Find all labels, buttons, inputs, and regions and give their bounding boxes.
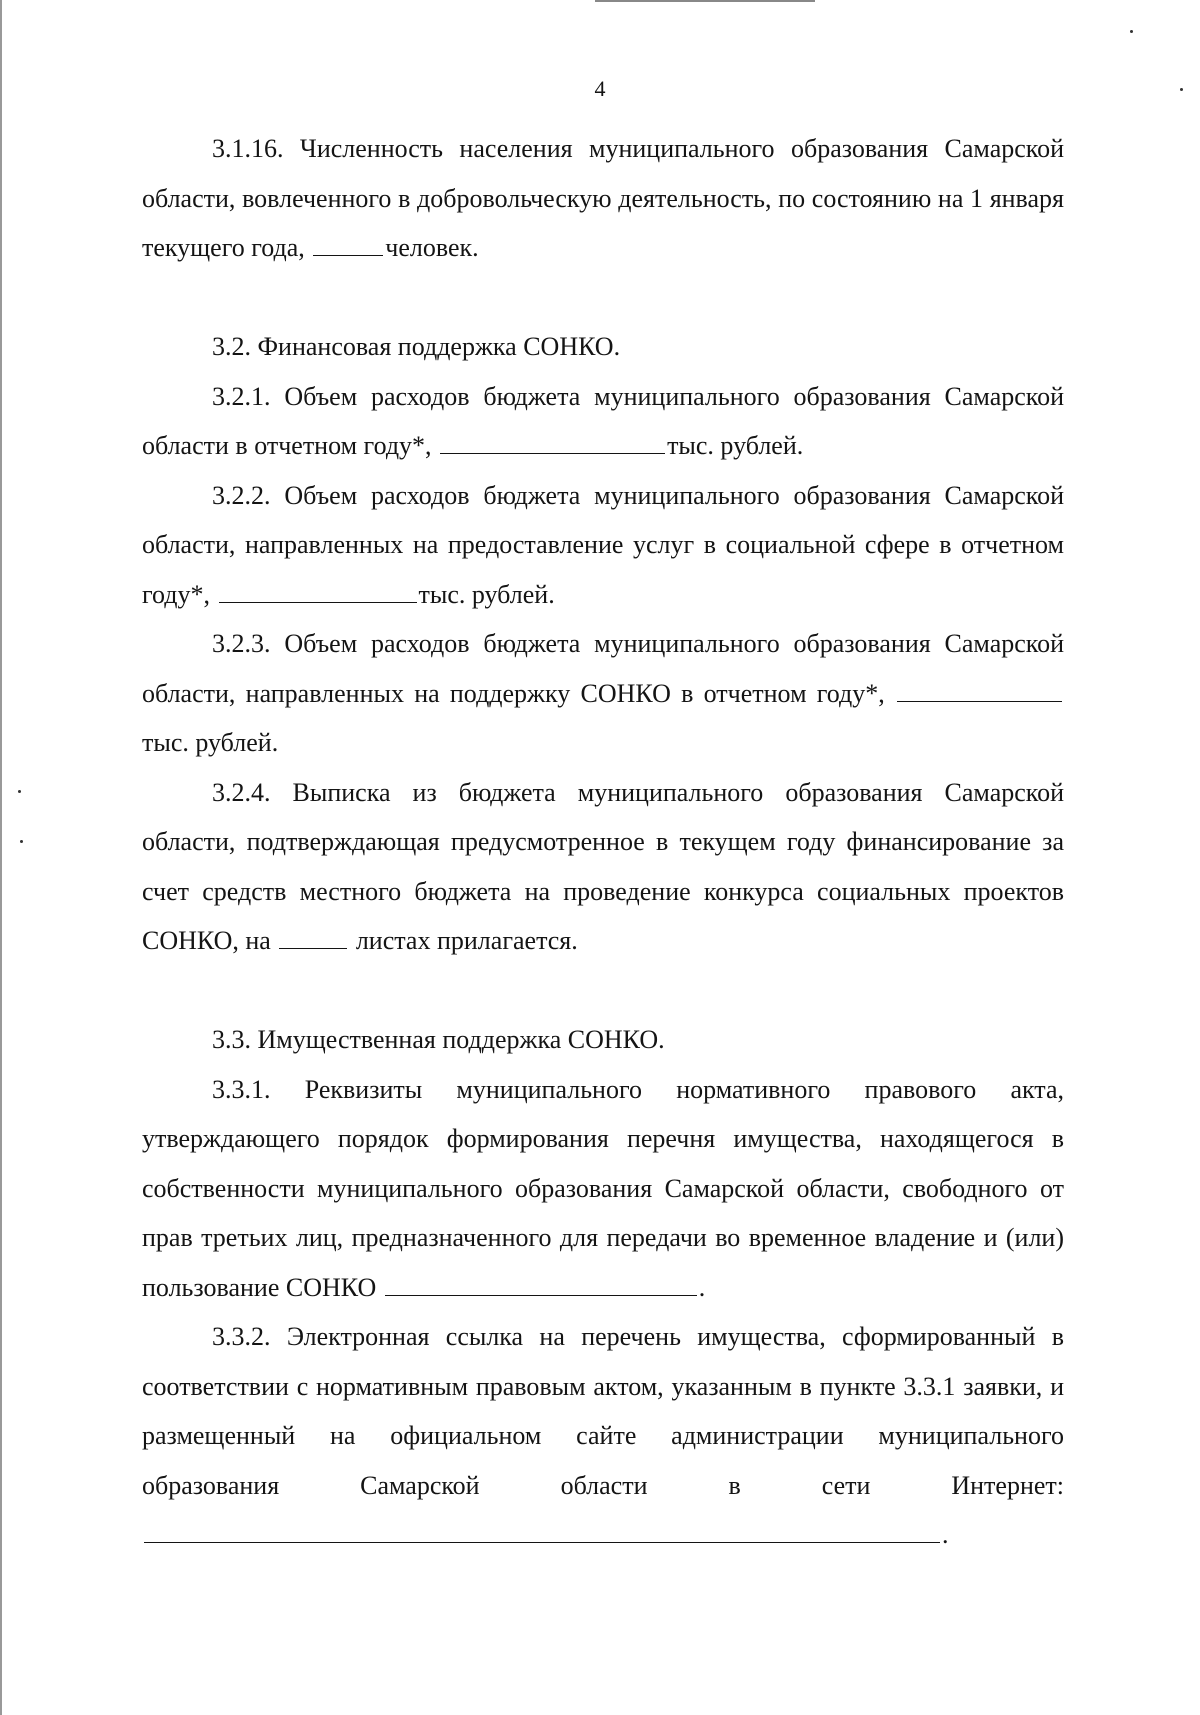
fill-in-blank <box>219 580 417 603</box>
scan-speck <box>1130 30 1133 33</box>
paragraph-text: 3.2.3. Объем расходов бюджета муниципального образования Самарской области, направленных на поддержку СОНКО в отчетном году*, <box>142 629 1064 708</box>
paragraph-3-3-1 <box>142 1065 1064 1313</box>
paragraph-text-suffix: . <box>698 1272 706 1302</box>
paragraph-text: 3.2.1. Объем расходов бюджета муниципального образования Самарской области в отчетном году*, <box>142 381 1064 460</box>
paragraph-text-suffix: человек. <box>385 233 479 262</box>
scan-left-edge <box>0 0 2 1715</box>
paragraph-text: 3.1.16. Численность населения муниципального образования Самарской области, вовлеченного в добровольческую деятельность, по состоянию на 1 января текущего года, <box>142 134 1064 262</box>
page-number: 4 <box>594 76 606 101</box>
paragraph-text-suffix: тыс. рублей. <box>142 728 279 757</box>
paragraph-text-suffix: тыс. рублей. <box>418 579 555 609</box>
paragraph-text-suffix: листах прилагается. <box>355 926 578 955</box>
paragraph-text-suffix: . <box>942 1520 949 1549</box>
fill-in-blank <box>897 679 1062 702</box>
paragraph-3-2-2 <box>142 471 1064 620</box>
document-body <box>142 124 1064 1560</box>
paragraph-3-2-4 <box>142 768 1064 966</box>
paragraph-text: 3.3.1. Реквизиты муниципального нормативного правового акта, утверждающего порядок формирования перечня имущества, находящегося в собственности муниципального образования Самарской области, свободного от прав третьих лиц, предназначенного для передачи во временное владение и (или) пользование СОНКО <box>142 1074 1064 1302</box>
fill-in-blank <box>385 1273 697 1296</box>
scan-speck <box>18 790 21 793</box>
fill-in-blank <box>144 1520 940 1543</box>
section-heading-3-2: 3.2. Финансовая поддержка СОНКО. <box>212 332 621 361</box>
paragraph-3-3-2 <box>142 1312 1064 1560</box>
paragraph-3-2-3 <box>142 619 1064 768</box>
fill-in-blank <box>440 431 665 454</box>
paragraph-text: 3.3.2. Электронная ссылка на перечень имущества, сформированный в соответствии с нормативным правовым актом, указанным в пункте 3.3.1 заявки, и размещенный на официальном сайте администрации муниципального образования Самарской области в сети Интернет: <box>142 1322 1064 1500</box>
scan-top-rule <box>595 0 815 2</box>
paragraph-3-1-16 <box>142 124 1064 273</box>
paragraph-3-2-1 <box>142 372 1064 471</box>
fill-in-blank <box>279 926 347 949</box>
section-heading-3-3: 3.3. Имущественная поддержка СОНКО. <box>212 1025 665 1054</box>
scan-speck <box>20 840 23 843</box>
fill-in-blank <box>313 233 383 256</box>
paragraph-text-suffix: тыс. рублей. <box>667 431 804 460</box>
paragraph-text: 3.2.2. Объем расходов бюджета муниципального образования Самарской области, направленных на предоставление услуг в социальной сфере в отчетном году*, <box>142 480 1064 609</box>
paragraph-text: 3.2.4. Выписка из бюджета муниципального образования Самарской области, подтверждающая предусмотренное в текущем году финансирование за счет средств местного бюджета на проведение конкурса социальных проектов СОНКО, на <box>142 777 1064 955</box>
